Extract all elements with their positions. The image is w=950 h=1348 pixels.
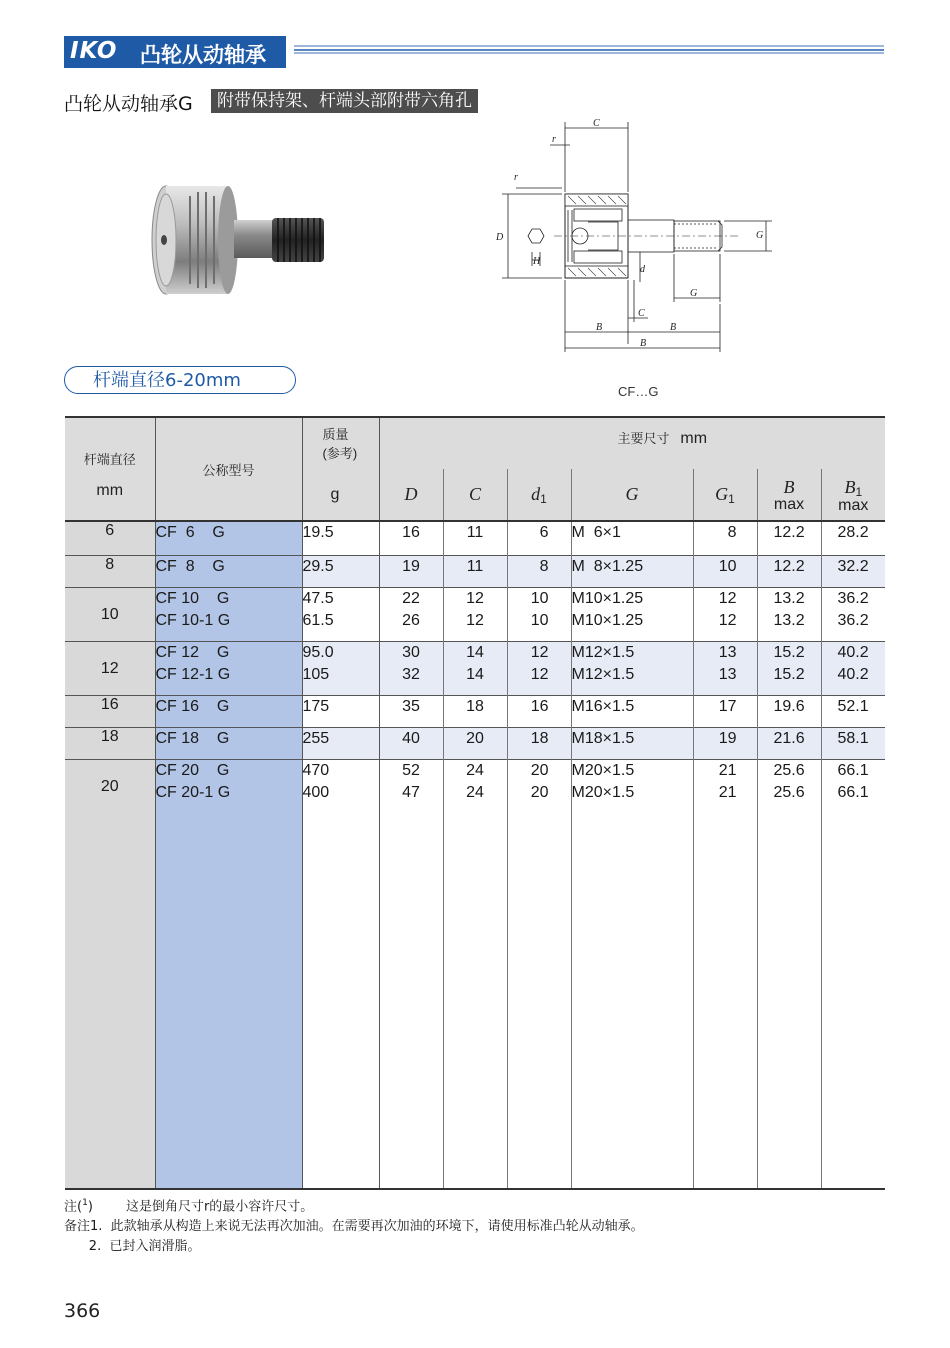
page-number: 366 (64, 1300, 101, 1322)
header-col-d1: d1 (507, 469, 571, 521)
cell-d1: 16 (507, 695, 571, 727)
table-row (65, 727, 885, 759)
cell-d1: 8 (507, 555, 571, 587)
cell-d: 30 32 (379, 641, 443, 695)
cell-b: 13.2 13.2 (757, 587, 821, 641)
cell-model (155, 695, 302, 727)
cell-d: 40 (379, 727, 443, 759)
cell-c: 11 (443, 522, 507, 555)
model-number: CF 12-1 G (155, 665, 231, 683)
cell-stud-diameter: 10 (65, 587, 155, 641)
drawing-label-H: H (533, 256, 541, 267)
drawing-label-C: C (593, 118, 600, 129)
cell-g1: 19 (693, 727, 757, 759)
drawing-label-C1: C (638, 308, 645, 319)
cell-stud-diameter: 8 (65, 555, 155, 587)
header-col-G: G (571, 469, 693, 521)
cell-c: 12 12 (443, 587, 507, 641)
bearing-photo (150, 178, 330, 303)
cell-b: 12.2 (757, 522, 821, 555)
cell-mass: 255 (302, 727, 379, 759)
cell-model (155, 522, 302, 555)
cell-g1: 21 21 (693, 759, 757, 1189)
model-number: CF 10-1 G (155, 611, 231, 629)
cell-d: 16 (379, 522, 443, 555)
cell-mass: 19.5 (302, 522, 379, 555)
cell-g1: 10 (693, 555, 757, 587)
stud-diameter-range-label: 杆端直径6-20mm (64, 366, 296, 394)
cell-g: M18×1.5 (571, 727, 693, 759)
cell-g: M20×1.5 M20×1.5 (571, 759, 693, 1189)
cell-model (155, 727, 302, 759)
cell-stud-diameter: 6 (65, 522, 155, 555)
cell-model (155, 555, 302, 587)
cell-g: M10×1.25 M10×1.25 (571, 587, 693, 641)
drawing-label-r2: r (514, 172, 518, 183)
drawing-label-r1: r (552, 134, 556, 145)
cell-b1: 66.1 66.1 (821, 759, 885, 1189)
cell-mass: 95.0 105 (302, 641, 379, 695)
cell-stud-diameter: 16 (65, 695, 155, 727)
model-number: CF 20 G (155, 761, 230, 779)
header-model: 公称型号 (155, 417, 302, 521)
dimension-drawing (488, 112, 778, 362)
cell-d1: 6 (507, 522, 571, 555)
remark-1: 备注1. 此款轴承从构造上来说无法再次加油。在需要再次加油的环境下，请使用标准凸轮从动轴承。 (64, 1219, 644, 1235)
cell-model (155, 759, 302, 1189)
cell-model (155, 587, 302, 641)
cell-d: 22 26 (379, 587, 443, 641)
cell-d1: 10 10 (507, 587, 571, 641)
cell-c: 14 14 (443, 641, 507, 695)
cell-g: M 8×1.25 (571, 555, 693, 587)
product-feature-tag: 附带保持架、杆端头部附带六角孔 (211, 89, 478, 113)
header-col-C: C (443, 469, 507, 521)
cell-b1: 36.2 36.2 (821, 587, 885, 641)
model-number: CF 20-1 G (155, 783, 231, 801)
header-rule (294, 45, 884, 54)
cell-model (155, 641, 302, 695)
drawing-label-B2: B (670, 322, 677, 333)
cell-b: 25.6 25.6 (757, 759, 821, 1189)
model-number: CF 8 G (155, 557, 225, 575)
spec-table (65, 416, 885, 1188)
cell-g1: 12 12 (693, 587, 757, 641)
cell-b1: 28.2 (837, 524, 869, 541)
table-row (65, 641, 885, 695)
cell-mass: 29.5 (302, 555, 379, 587)
cell-d: 19 (379, 555, 443, 587)
cell-b1: 40.2 40.2 (821, 641, 885, 695)
cell-b: 21.6 (757, 727, 821, 759)
cell-d1: 12 12 (507, 641, 571, 695)
model-number: CF 6 G (155, 524, 225, 541)
drawing-label-D: D (496, 232, 504, 243)
cell-g1: 17 (693, 695, 757, 727)
header-mass: 质量 (参考) g (302, 417, 379, 521)
note-1: 注($^1$) 这是倒角尺寸r的最小容许尺寸。 (64, 1198, 314, 1215)
table-row (65, 587, 885, 641)
header-col-B: B max (757, 469, 821, 521)
cell-b: 15.2 15.2 (757, 641, 821, 695)
cell-mass: 175 (302, 695, 379, 727)
cell-b: 12.2 (757, 555, 821, 587)
model-number: CF 10 G (155, 589, 230, 607)
header-main-dimensions: 主要尺寸 mm (379, 417, 885, 469)
cell-c: 20 (443, 727, 507, 759)
cell-d: 35 (379, 695, 443, 727)
cell-c: 24 24 (443, 759, 507, 1189)
cell-g: M12×1.5 M12×1.5 (571, 641, 693, 695)
header-stud-diameter: 杆端直径 mm (65, 417, 155, 521)
cell-b: 19.6 (757, 695, 821, 727)
section-title: 凸轮从动轴承 (140, 43, 266, 67)
model-number: CF 18 G (155, 729, 230, 747)
header-col-B1: B1 max (838, 476, 869, 514)
table-row (65, 522, 885, 555)
cell-d1: 18 (507, 727, 571, 759)
cell-g1: 13 13 (693, 641, 757, 695)
table-row (65, 759, 885, 1189)
drawing-label-G: G (756, 230, 764, 241)
header-col-G1: G1 (693, 469, 757, 521)
cell-c: 18 (443, 695, 507, 727)
drawing-caption: CF…G (618, 384, 659, 399)
cell-mass: 470 400 (302, 759, 379, 1189)
cell-b1: 32.2 (821, 555, 885, 587)
iko-logo: IKO (70, 38, 118, 64)
cell-b1: 58.1 (821, 727, 885, 759)
drawing-label-B1: B (640, 338, 647, 349)
header-col-D: D (379, 469, 443, 521)
cell-g1: 8 (693, 522, 757, 555)
table-notes (64, 1193, 644, 1257)
drawing-label-B: B (596, 322, 603, 333)
cell-d1: 20 20 (507, 759, 571, 1189)
product-subtitle: 凸轮从动轴承G (64, 93, 193, 115)
cell-g: M16×1.5 (571, 695, 693, 727)
cell-g: M 6×1 (571, 522, 693, 555)
cell-b1: 52.1 (821, 695, 885, 727)
cell-stud-diameter: 18 (65, 727, 155, 759)
model-number: CF 16 G (155, 697, 230, 715)
cell-d: 52 47 (379, 759, 443, 1189)
drawing-label-G1: G (690, 288, 698, 299)
cell-c: 11 (443, 555, 507, 587)
cell-stud-diameter: 12 (65, 641, 155, 695)
table-row (65, 695, 885, 727)
drawing-label-d1: d (640, 264, 645, 275)
model-number: CF 12 G (155, 643, 230, 661)
table-row (65, 555, 885, 587)
remark-2: 2. 已封入润滑脂。 (88, 1239, 201, 1255)
cell-mass: 47.5 61.5 (302, 587, 379, 641)
cell-stud-diameter: 20 (65, 759, 155, 1189)
